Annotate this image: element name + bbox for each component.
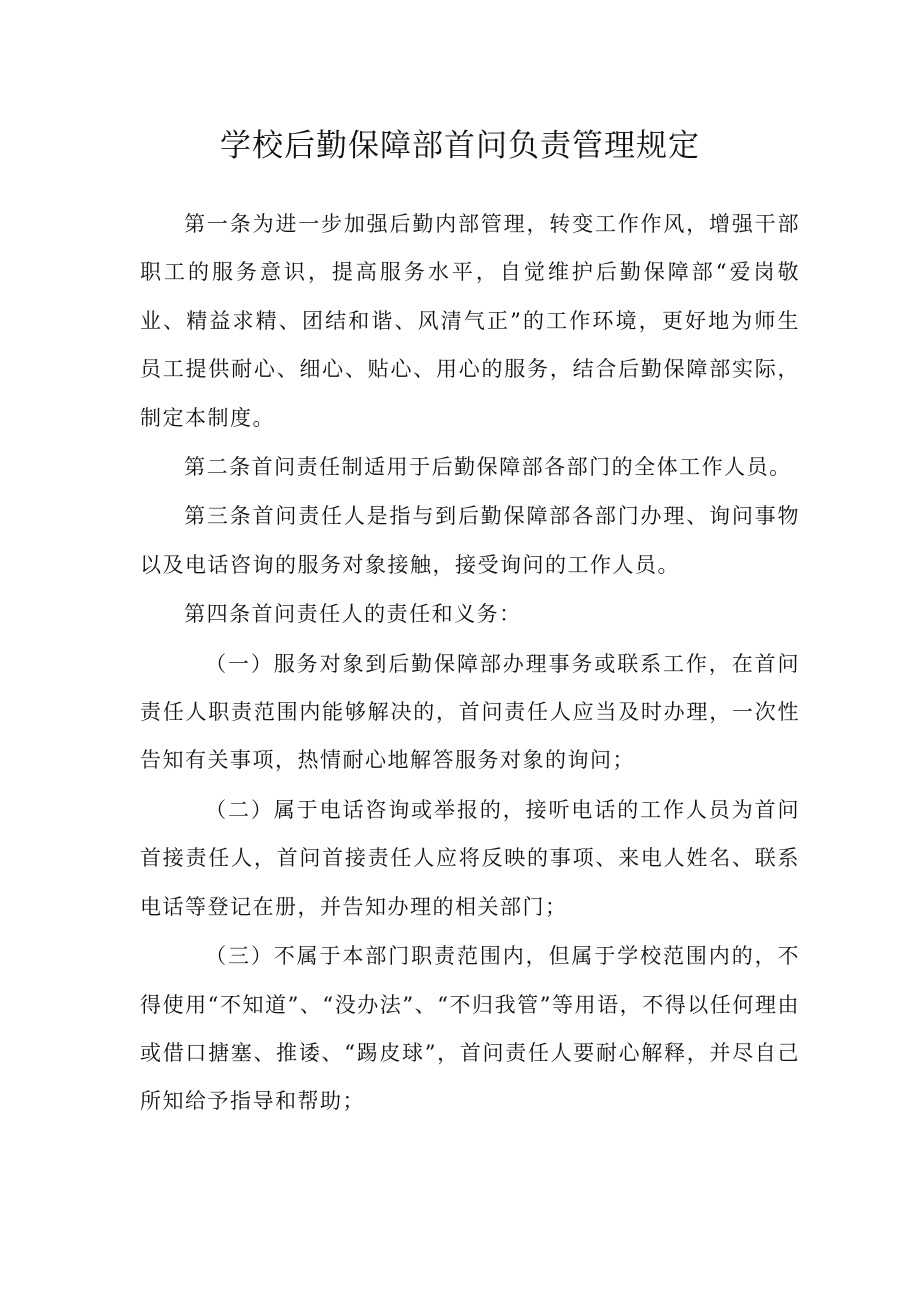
- article-2-paragraph: 第二条首问责任制适用于后勤保障部各部门的全体工作人员。: [184, 455, 792, 480]
- article-3-paragraph: 第三条首问责任人是指与到后勤保障部各部门办理、询问事物以及电话咨询的服务对象接触，接受询问的工作人员。: [140, 504, 800, 577]
- clause-1-paragraph: （一）服务对象到后勤保障部办理事务或联系工作，在首问责任人职责范围内能够解决的，首问责任人应当及时办理，一次性告知有关事项，热情耐心地解答服务对象的询问；: [140, 651, 800, 773]
- document-title: 学校后勤保障部首问负责管理规定: [220, 128, 700, 164]
- clause-3-paragraph: （三）不属于本部门职责范围内，但属于学校范围内的，不得使用“不知道”、“没办法”、“不归我管”等用语，不得以任何理由或借口搪塞、推诿、“踢皮球”，首问责任人要耐心解释，并尽自己所知给予指导和帮助；: [140, 944, 800, 1114]
- clause-2-paragraph: （二）属于电话咨询或举报的，接听电话的工作人员为首问首接责任人，首问首接责任人应将反映的事项、来电人姓名、联系电话等登记在册，并告知办理的相关部门；: [140, 797, 800, 919]
- article-4-heading: 第四条首问责任人的责任和义务：: [184, 602, 522, 627]
- document-body: [140, 200, 800, 1127]
- article-1-paragraph: 第一条为进一步加强后勤内部管理，转变工作作风，增强干部职工的服务意识，提高服务水平，自觉维护后勤保障部“爱岗敬业、精益求精、团结和谐、风清气正”的工作环境，更好地为师生员工提供耐心、细心、贴心、用心的服务，结合后勤保障部实际，制定本制度。: [140, 212, 800, 430]
